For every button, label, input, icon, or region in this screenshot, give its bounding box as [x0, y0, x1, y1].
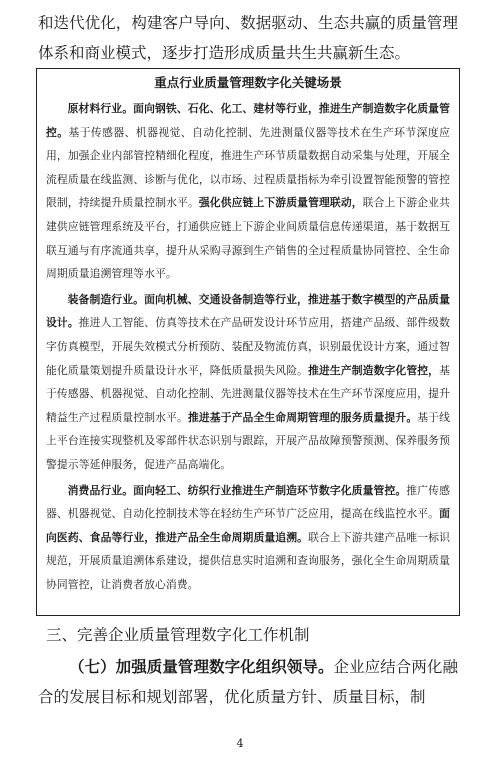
- raw-materials-lead: 原材料行业。面向钢铁、石化、化工、建材等行业，推进生产制造数字化质量管控。: [46, 102, 450, 139]
- raw-materials-text-2: 联合上下游企业共建供应链管理系统及平台，打通供应链上下游企业间质量信息传递渠道，基于数据互联互通与有序流通共享，提升从采购寻源到生产销售的全过程质量协同管控、全生命周期质量追溯管理等水平。: [46, 196, 451, 281]
- raw-materials-lead-2: 强化供应链上下游质量管理联动，: [198, 196, 363, 210]
- section-body-lead: （七）加强质量管理数字化组织领导。: [69, 657, 334, 676]
- equipment-text-3: 基于线上平台连接实现整机及零部件状态识别与跟踪，开展产品故障预警预测、保养服务预警提示等延伸服务，促进产品高端化。: [46, 410, 450, 471]
- equipment-lead: 装备制造行业。面向机械、交通设备制造等行业，推进基于数字模型的产品质量设计。: [46, 292, 450, 330]
- section-body-text: 企业应结合两化融合的发展目标和规划部署，优化质量方针、质量目标，制: [38, 658, 458, 706]
- consumer-goods-text-2: 联合上下游共建产品唯一标识规范，开展质量追溯体系建设，提供信息实时追溯和查询服务，强化全生命周期质量协同管控，让消费者放心消费。: [46, 530, 450, 591]
- consumer-goods-paragraph: [46, 479, 450, 597]
- section-body-paragraph: [38, 652, 458, 712]
- consumer-goods-lead-2: 面向医药、食品等行业，推进产品全生命周期质量追溯。: [46, 507, 450, 544]
- box-title: 重点行业质量管理数字化关键场景: [154, 75, 342, 90]
- consumer-goods-lead: 消费品行业。面向轻工、纺织行业推进生产制造环节数字化质量管控。: [67, 483, 407, 497]
- raw-materials-text-1: 基于传感器、机器视觉、自动化控制、先进测量仪器等技术在生产环节深度应用，加强企业内部管控精细化程度，推进生产环节质量数据自动采集与处理，开展全流程质量在线监测、诊断与优化，以市场、过程质量指标为牵引设置智能预警的管控限制，持续提升质量控制水平。: [46, 125, 450, 210]
- intro-paragraph: 和迭代优化，构建客户导向、数据驱动、生态共赢的质量管理体系和商业模式，逐步打造形成质量共生共赢新生态。: [38, 14, 458, 62]
- section-heading: 三、完善企业质量管理数字化工作机制: [46, 626, 310, 644]
- key-scenarios-box: [36, 68, 460, 616]
- equipment-lead-2: 推进生产制造数字化管控，: [308, 363, 440, 377]
- raw-materials-paragraph: [46, 97, 450, 286]
- equipment-text-2: 基于传感器、机器视觉、自动化控制、先进测量仪器等技术在生产环节深度应用，提升精益生产过程质量控制水平。: [46, 363, 450, 424]
- equipment-lead-3: 推进基于产品全生命周期管理的服务质量提升。: [187, 410, 418, 424]
- consumer-goods-text-1: 推广传感器、机器视觉、自动化控制技术等在轻纺生产环节广泛应用，提高在线监控水平。: [46, 483, 450, 521]
- equipment-paragraph: [46, 288, 450, 477]
- page-number: 4: [236, 737, 244, 750]
- equipment-text-1: 推进人工智能、仿真等技术在产品研发设计环节应用，搭建产品级、部件级数字仿真模型，开展失效模式分析预防、装配及物流仿真，识别最优设计方案，通过智能化质量策划提升质量设计水平，降低质量损失风险。: [46, 316, 450, 377]
